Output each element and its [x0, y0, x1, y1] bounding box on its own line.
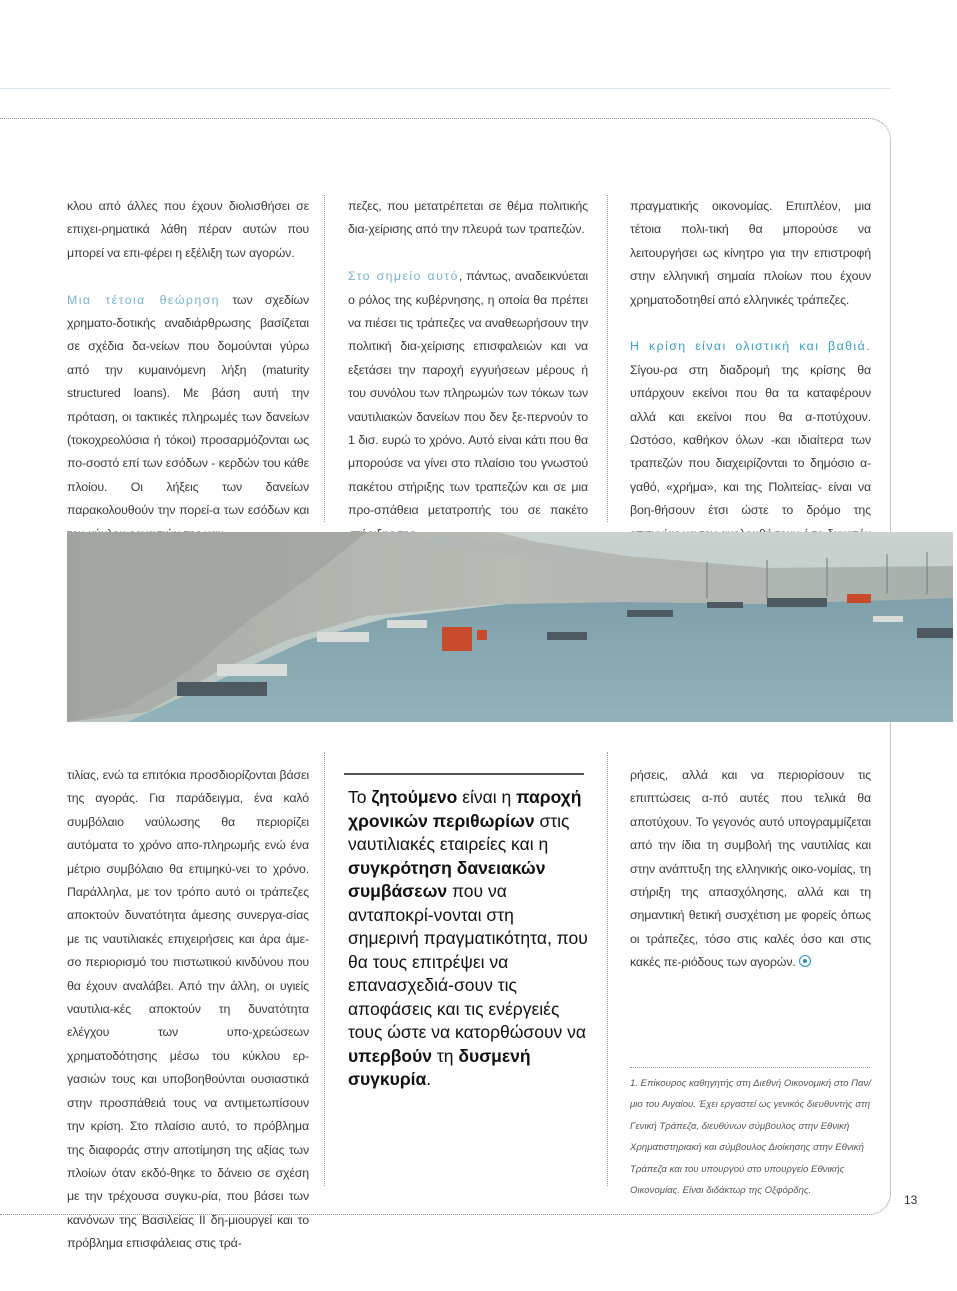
column-1	[67, 195, 309, 546]
paragraph: κλου από άλλες που έχουν διολισθήσει σε επιχει-ρηματικά λάθη πέραν αυτών που μπορεί να επι-φέρει η εξέλιξη των αγορών.	[67, 199, 309, 260]
pull-quote-part: Το	[348, 787, 372, 807]
column-divider	[607, 195, 608, 522]
header-rule	[0, 88, 890, 89]
column-divider	[607, 752, 608, 1186]
end-of-article-icon	[799, 955, 811, 967]
page-number: 13	[904, 1193, 918, 1207]
lead-in: Η κρίση είναι ολιστική και βαθιά.	[630, 339, 871, 354]
pull-quote-emphasis: παροχή χρονικών περιθωρίων	[348, 787, 582, 831]
footnote-rule	[630, 1067, 870, 1068]
paragraph: πεζες, που μετατρέπεται σε θέμα πολιτικής δια-χείρισης από την πλευρά των τραπεζών.	[348, 199, 588, 237]
pull-quote-part: τη	[432, 1045, 459, 1066]
column-divider	[324, 752, 325, 1186]
column-bottom-right	[630, 764, 871, 975]
pull-quote-emphasis: συγκρότηση δανειακών συμβάσεων	[348, 857, 546, 901]
lead-in: Μια τέτοια θεώρηση	[67, 292, 220, 307]
paragraph: τιλίας, ενώ τα επιτόκια προσδιορίζονται βάσει της αγοράς. Για παράδειγμα, ένα καλό συμβόλαιο ναύλωσης θα περιορίζει αυτόματα το χρόνο απο-πληρωμής ενώ ένα μέτριο συμβόλαιο θα επιμηκύ-νει το χρόνο. Παράλληλα, με τον τρόπο αυτό οι τράπεζες αποκτούν δυνατότητα άμεσης συνεργα-σίας με τις ναυτιλιακές επιχειρήσεις και άρα άμε-σο περιορισμό του πιστωτικού κινδύνου που θα έχουν αναλάβει. Από την άλλη, οι υγιείς ναυτιλια-κές αποκτούν τη δυνατότητα ελέγχου των υπο-χρεώσεων χρηματοδότησης μέσω του κύκλου ερ-γασιών τους και υποβοηθούνται ουσιαστικά στην προσπάθειά τους να αντιμετωπίσουν την κρίση. Στο πλαίσιο αυτό, το πρόβλημα της διαφοράς στην αποτίμηση της αξίας των πλοίων όταν εκδό-θηκε το δάνειο σε σχέση με την τρέχουσα συγκυ-ρία, που βάσει των κανόνων της Βασιλείας ΙΙ δη-μιουργεί και το πρόβλημα επισφάλειας στις τρά-	[67, 768, 309, 1251]
paragraph: πραγματικής οικονομίας. Επιπλέον, μια τέτοια πολι-τική θα μπορούσε να λειτουργήσει ως κίνητρο για την επιστροφή στην ελληνική σημαία πλοίων που έχουν χρηματοδοτηθεί από ελληνικές τράπεζες.	[630, 199, 871, 307]
pull-quote-part: .	[426, 1069, 432, 1089]
pull-quote	[348, 786, 588, 1092]
column-2	[348, 195, 588, 546]
pull-quote-part: είναι η	[457, 787, 517, 807]
column-divider	[324, 195, 325, 522]
column-3	[630, 195, 871, 569]
harbor-photo	[67, 532, 953, 722]
pull-quote-emphasis: υπερβούν	[348, 1045, 433, 1066]
lead-in: Στο σημείο αυτό	[348, 269, 459, 284]
paragraph: Μια τέτοια θεώρηση των σχεδίων χρηματο-δοτικής αναδιάρθρωσης βασίζεται σε σχέδια δα-νείων που δομούνται γύρω από την κυμαινόμενη λήξη (maturity structured loans). Με βάση αυτή την πρόταση, οι τακτικές πληρωμές των δανείων (τοκοχρεολύσια ή τόκοι) προσαρμόζονται ως πο-σοστό επί των εσόδων - κερδών του κάθε πλοίου. Οι λήξεις των δανείων παρακολουθούν την πορεί-α των εσόδων και	[67, 292, 309, 518]
pull-quote-emphasis: ζητούμενο	[371, 787, 458, 807]
pull-quote-rule	[344, 773, 584, 775]
paragraph: Η κρίση είναι ολιστική και βαθιά. Σίγου-ρα στη διαδρομή της κρίσης θα υπάρχουν εκείνοι που θα τα καταφέρουν αλλά και εκείνοι που θα α-ποτύχουν. Ωστόσο, καθήκον όλων -και ιδιαίτερα των τραπεζών που διαχειρίζονται το δημόσιο α-γαθό, «χρήμα», και της Πολιτείας- είναι να βοη-θήσουν έτσι ώστε το δρόμο της	[630, 339, 871, 518]
column-bottom-left	[67, 764, 309, 1256]
paragraph: ρήσεις, αλλά και να περιορίσουν τις επιπτώσεις α-πό αυτές που τελικά θα αποτύχουν. Το γεγονός αυτό υπογραμμίζεται από την ίδια τη συμβολή της ναυτιλίας και στην ανάπτυξη της ελληνικής οικο-νομίας, τη στήριξη της απασχόλησης, αλλά και τη σημαντική θετική συσχέτιση με φορείς όπως οι τράπεζες, τόσο στις καλές όσο και στις κακές πε-ριόδους των αγορών.	[630, 768, 871, 970]
pull-quote-part: στις ναυτιλιακές εταιρείες και η	[348, 810, 570, 854]
pull-quote-part: που να ανταποκρί-νονται στη σημερινή πραγματικότητα, που θα τους επιτρέψει να επανασχεδιά-σουν τις αποφάσεις και τις ενέργειές τους ώστε να κατορθώσουν να	[348, 881, 588, 1042]
paragraph: Στο σημείο αυτό, πάντως, αναδεικνύεται ο ρόλος της κυβέρνησης, η οποία θα πρέπει να πιέσει τις τράπεζες να αναθεωρήσουν την πολιτική δια-χείρισης επισφαλειών και να εξετάσει την παροχή εγγυήσεων μέρους ή του συνόλου των πληρωμών των τόκων των ναυτιλιακών δανείων που δεν ξε-περνούν το 1 δισ. ευρώ το χρόνο. Αυτό είναι κάτι που θα μπορούσε να γίνει στο πλαίσιο του γνωστού πακέτου στήριξης των τραπεζών και σε μια προ-σπάθεια μετατροπής του σε πακέτο	[348, 269, 588, 518]
pull-quote-emphasis: δυσμενή συγκυρία	[348, 1045, 531, 1089]
footnote: 1. Επίκουρος καθηγητής στη Διεθνή Οικονομική στο Παν/μιο του Αιγαίου. Έχει εργαστεί ως γενικός διευθυντής στη Γενική Τράπεζα, διευθύνων σύμβουλος στην Εθνική Χρηματιστηριακή και σύμβουλος Διοίκησης στην Εθνική Τράπεζα και του υπουργού στο υπουργείο Εθνικής Οικονομίας. Είναι διδάκτωρ της Οξφόρδης.	[630, 1078, 871, 1197]
